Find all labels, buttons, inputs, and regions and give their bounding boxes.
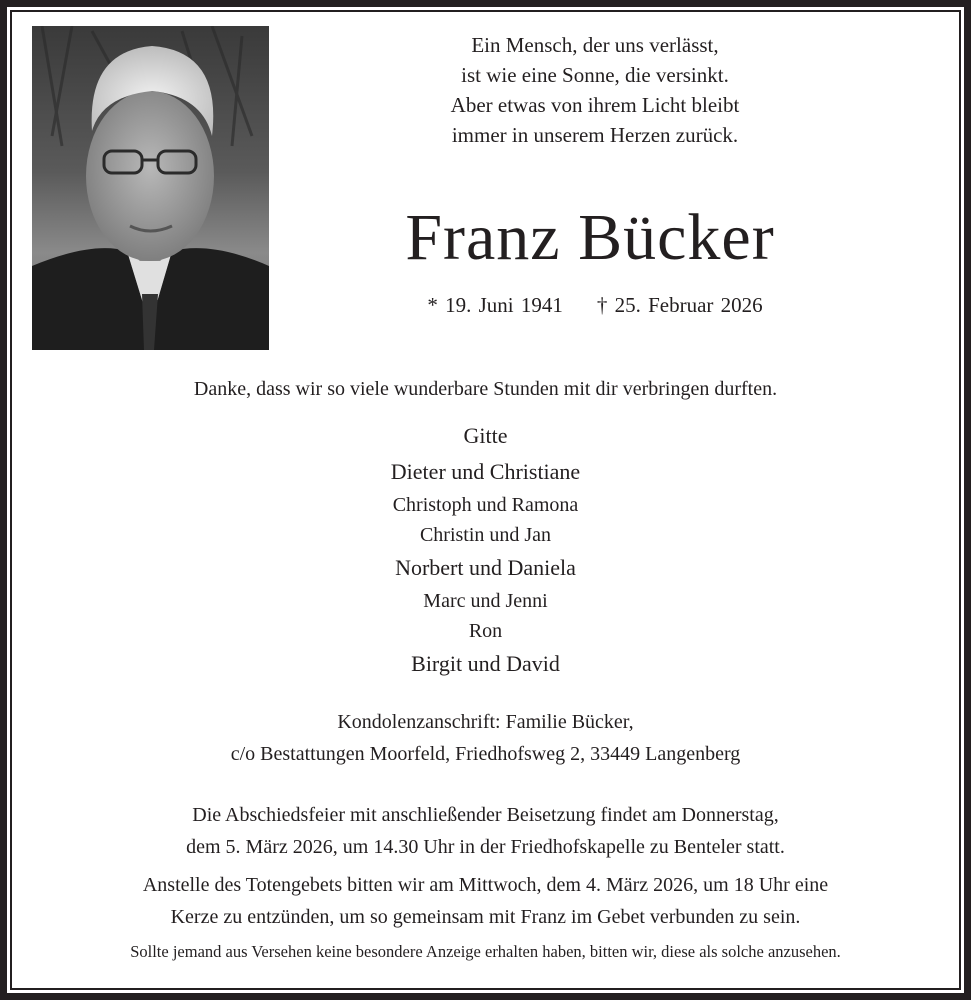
- family-member: Dieter und Christiane: [390, 459, 581, 484]
- family-member: Norbert und Daniela: [395, 555, 576, 580]
- prayer-info: [0, 869, 971, 933]
- prayer-line: Kerze zu entzünden, um so gemeinsam mit Franz im Gebet verbunden zu sein.: [170, 906, 801, 928]
- address-line: Kondolenzanschrift: Familie Bücker,: [337, 711, 634, 733]
- portrait-image-icon: [32, 26, 269, 350]
- poem-line: Ein Mensch, der uns verlässt,: [471, 33, 719, 57]
- condolence-address: [0, 706, 971, 770]
- family-member: Christin und Jan: [419, 524, 552, 546]
- footer-note: Sollte jemand aus Versehen keine besondere Anzeige erhalten haben, bitten wir, diese als solche anzusehen.: [130, 942, 841, 961]
- family-member: Birgit und David: [411, 651, 560, 676]
- birth-date: * 19. Juni 1941: [427, 293, 563, 317]
- family-member: Marc und Jenni: [423, 590, 548, 612]
- poem: [380, 30, 810, 150]
- family-member: Ron: [468, 620, 503, 642]
- family-member: Christoph und Ramona: [392, 494, 579, 516]
- family-member: Gitte: [463, 423, 508, 448]
- ceremony-line: dem 5. März 2026, um 14.30 Uhr in der Friedhofskapelle zu Benteler statt.: [186, 836, 785, 858]
- poem-line: Aber etwas von ihrem Licht bleibt: [450, 93, 740, 117]
- poem-line: ist wie eine Sonne, die versinkt.: [461, 63, 729, 87]
- address-line: c/o Bestattungen Moorfeld, Friedhofsweg 2, 33449 Langenberg: [230, 743, 741, 765]
- poem-line: immer in unserem Herzen zurück.: [451, 123, 739, 147]
- portrait-photo: [32, 26, 269, 350]
- life-dates: [380, 290, 810, 320]
- deceased-name: Franz Bücker: [405, 201, 775, 274]
- ceremony-line: Die Abschiedsfeier mit anschließender Beisetzung findet am Donnerstag,: [192, 804, 779, 826]
- family-list: [0, 418, 971, 682]
- thanks-text: Danke, dass wir so viele wunderbare Stunden mit dir verbringen durften.: [193, 378, 778, 400]
- prayer-line: Anstelle des Totengebets bitten wir am Mittwoch, dem 4. März 2026, um 18 Uhr eine: [142, 874, 829, 896]
- ceremony-info: [0, 799, 971, 863]
- death-date: † 25. Februar 2026: [596, 293, 763, 317]
